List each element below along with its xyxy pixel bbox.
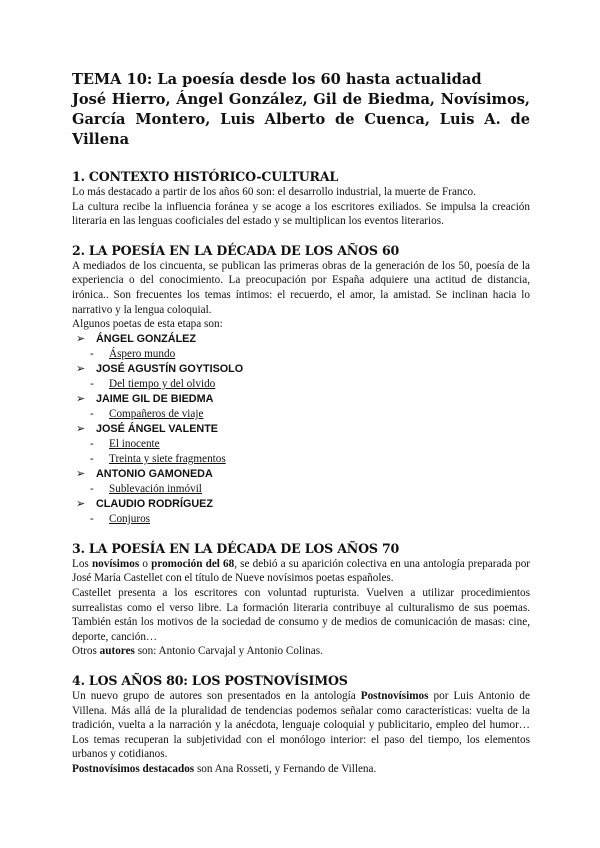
poet-item [76,497,530,512]
poet-item [76,332,530,347]
text-run: Un nuevo grupo de autores son presentados en la antología [72,689,361,702]
arrow-bullet-icon: ➢ [76,497,86,510]
work-title: Sublevación inmóvil [109,482,202,495]
poet-item [76,362,530,377]
poet-name: CLAUDIO RODRÍGUEZ [96,497,213,510]
title-line-3: García Montero, Luis Alberto de Cuenca, Luis A. de Villena [72,111,530,148]
poet-name: ÁNGEL GONZÁLEZ [96,332,196,345]
dash-bullet-icon: - [90,407,94,420]
poet-work-item [90,482,530,497]
section-4-paragraph-2 [72,762,530,777]
poet-name: JOSÉ AGUSTÍN GOYTISOLO [96,362,244,375]
title-line-2: José Hierro, Ángel González, Gil de Biedma, Novísimos, [72,91,530,108]
section-1-heading: 1. CONTEXTO HISTÓRICO-CULTURAL [72,169,339,184]
term-postnovisimos-destacados: Postnovísimos destacados [72,762,195,775]
arrow-bullet-icon: ➢ [76,392,86,405]
term-novisimos: novísimos [91,557,140,570]
arrow-bullet-icon: ➢ [76,467,86,480]
poet-name: JAIME GIL DE BIEDMA [96,392,214,405]
document-title [72,70,530,150]
text-run: Los [72,557,92,570]
arrow-bullet-icon: ➢ [76,332,86,345]
dash-bullet-icon: - [90,377,94,390]
section-3-paragraph-2: Castellet presenta a los escritores con voluntad rupturista. Vuelven a utilizar procedimientos surrealistas como el verso libre. La formación literaria contribuye al culturalismo de sus poemas. También están los motivos de la sociedad de consumo y de medios de comunicación de masas: cine, deporte, canción… [72,586,530,643]
text-run: Otros [72,645,100,658]
title-line-1: TEMA 10: La poesía desde los 60 hasta actualidad [72,71,482,88]
poet-work-item [90,377,530,392]
section-2-heading: 2. LA POESÍA EN LA DÉCADA DE LOS AÑOS 60 [72,242,400,258]
poet-work-item [90,407,530,422]
work-title: Áspero mundo [109,347,176,360]
poet-item [76,392,530,407]
poet-item [76,422,530,437]
work-title: El inocente [109,437,160,450]
text-run: o [139,557,152,570]
text-run: son: Antonio Carvajal y Antonio Colinas. [134,645,323,658]
term-postnovisimos: Postnovísimos [360,689,429,702]
poet-name: ANTONIO GAMONEDA [96,467,213,480]
poet-work-item [90,347,530,362]
work-title: Treinta y siete fragmentos [109,452,226,465]
dash-bullet-icon: - [90,452,94,465]
section-1-paragraph-2: La cultura recibe la influencia foránea y se acoge a los escritores exiliados. Se impulsa la creación literaria en las lenguas cooficiales del estado y se multiplican los eventos literarios. [72,200,530,228]
arrow-bullet-icon: ➢ [76,362,86,375]
section-3-paragraph-3 [72,644,530,659]
document-page [72,70,530,776]
poet-list [72,332,530,527]
section-4-heading: 4. LOS AÑOS 80: LOS POSTNOVÍSIMOS [72,672,348,688]
dash-bullet-icon: - [90,512,94,525]
poet-name: JOSÉ ÁNGEL VALENTE [96,422,218,435]
section-1-paragraph-1: Lo más destacado a partir de los años 60 son: el desarrollo industrial, la muerte de Franco. [72,186,476,198]
dash-bullet-icon: - [90,347,94,360]
term-autores: autores [99,645,135,658]
dash-bullet-icon: - [90,482,94,495]
section-2-paragraph-2: Algunos poetas de esta etapa son: [72,318,223,331]
term-promocion-68: promoción del 68 [151,557,235,570]
text-run: , se debió a su aparición colectiva en una antología preparada por José María Castellet con el título de Nueve novísimos poetas españoles. [72,557,531,585]
dash-bullet-icon: - [90,437,94,450]
section-4-paragraph-1 [72,689,530,762]
section-2-paragraph-1: A mediados de los cincuenta, se publican las primeras obras de la generación de los 50, poesía de la experiencia o del conocimiento. La preocupación por España adquiere una actitud de distancia, irónica.. Son frecuentes los temas íntimos: el recuerdo, el amor, la amistad. Se inclinan hacia lo narrativo y la lengua coloquial. [72,259,530,316]
section-3-paragraph-1 [72,557,530,586]
poet-work-item [90,437,530,452]
section-3-heading: 3. LA POESÍA EN LA DÉCADA DE LOS AÑOS 70 [72,540,400,556]
work-title: Del tiempo y del olvido [109,377,216,390]
arrow-bullet-icon: ➢ [76,422,86,435]
poet-work-item [90,452,530,467]
work-title: Compañeros de viaje [109,407,204,420]
text-run: son Ana Rosseti, y Fernando de Villena. [194,762,377,775]
poet-item [76,467,530,482]
work-title: Conjuros [109,512,151,525]
text-run: por Luis Antonio de Villena. Más allá de la pluralidad de tendencias podemos señalar como características: vuelta de la tradición, vuelta a la narración y la anécdota, lenguaje coloquial y publicitario, empleo del humor… Los temas recuperan la subjetividad con el monólogo interior: el paso del tiempo, los elementos urbanos y cotidianos. [72,689,530,761]
poet-work-item [90,512,530,527]
